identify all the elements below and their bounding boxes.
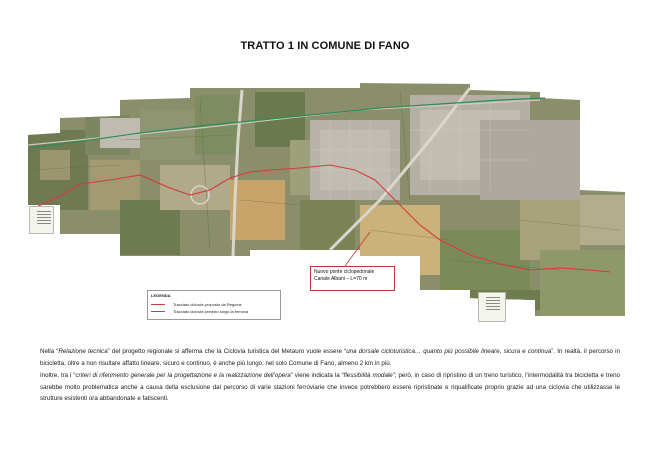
map-legend	[147, 290, 281, 320]
text-run: ” del progetto regionale si afferma che la Ciclovia turistica del Metauro vuole essere “	[107, 348, 347, 355]
mini-legend-line	[37, 217, 51, 218]
mini-legend-line	[486, 309, 500, 310]
text-run-italic: criteri di riferimento generale per la progettazione e la realizzazione dell’opera	[75, 372, 291, 379]
text-run: ”; però, in caso di ripristino di un treno turistico, l’intermodalità tra bicicletta e treno sarebbe molto problematica anche a causa della esclusione dal percorso di varie stazioni ferroviarie che invece potrebbero essere ripristinate e riqualificate proprio grazie ad una ciclovia che utilizzasse le strutture esistenti ora abbandonate e fatiscenti.	[40, 372, 620, 402]
mini-legend-east	[478, 292, 506, 322]
body-text	[40, 346, 620, 406]
legend-label: Tracciato ciclovia previsto lungo la ferrovia	[173, 309, 249, 314]
legend-swatch-green	[151, 311, 165, 312]
mini-legend-line	[37, 223, 51, 224]
legend-label: Tracciato ciclovia proposto da Regione	[173, 302, 242, 307]
mini-legend-line	[486, 300, 500, 301]
callout-line-2: Canale Albani – L=70 m	[314, 275, 368, 282]
mini-legend-line	[37, 214, 51, 215]
page-title: TRATTO 1 IN COMUNE DI FANO	[240, 40, 410, 52]
mini-legend-line	[37, 211, 51, 212]
text-run: Nella “	[40, 348, 59, 355]
text-run: ” viene indicata la “	[290, 372, 344, 379]
mini-legend-line	[486, 297, 500, 298]
legend-item-railway	[151, 308, 277, 315]
mini-legend-west	[29, 206, 54, 234]
satellite-imagery	[0, 80, 650, 330]
text-run: ”. In realtà, il percorso in bicicletta, oltre a non risultare affatto lineare, sicuro e continuo, è anche più lungo: nel solo Comune di Fano, almeno 2 km in più.	[40, 348, 620, 367]
text-run-italic: flessibilità modale	[343, 372, 393, 379]
text-run: Inoltre, tra i “	[40, 372, 76, 379]
callout-line-1: Nuovo ponte ciclopedonale	[314, 269, 375, 275]
legend-swatch-red	[151, 304, 165, 305]
text-run-italic: una dorsale cicloturistica… quanto più possibile lineare, sicura e continua	[346, 348, 552, 355]
bridge-callout	[310, 266, 395, 291]
paragraph-2	[40, 370, 620, 405]
mini-legend-line	[486, 306, 500, 307]
legend-title: LEGENDA	[151, 293, 171, 298]
text-run-italic: Relazione tecnica	[58, 348, 108, 355]
mini-legend-line	[37, 220, 51, 221]
legend-item-regional	[151, 301, 277, 308]
paragraph-1	[40, 346, 620, 369]
mini-legend-line	[486, 303, 500, 304]
